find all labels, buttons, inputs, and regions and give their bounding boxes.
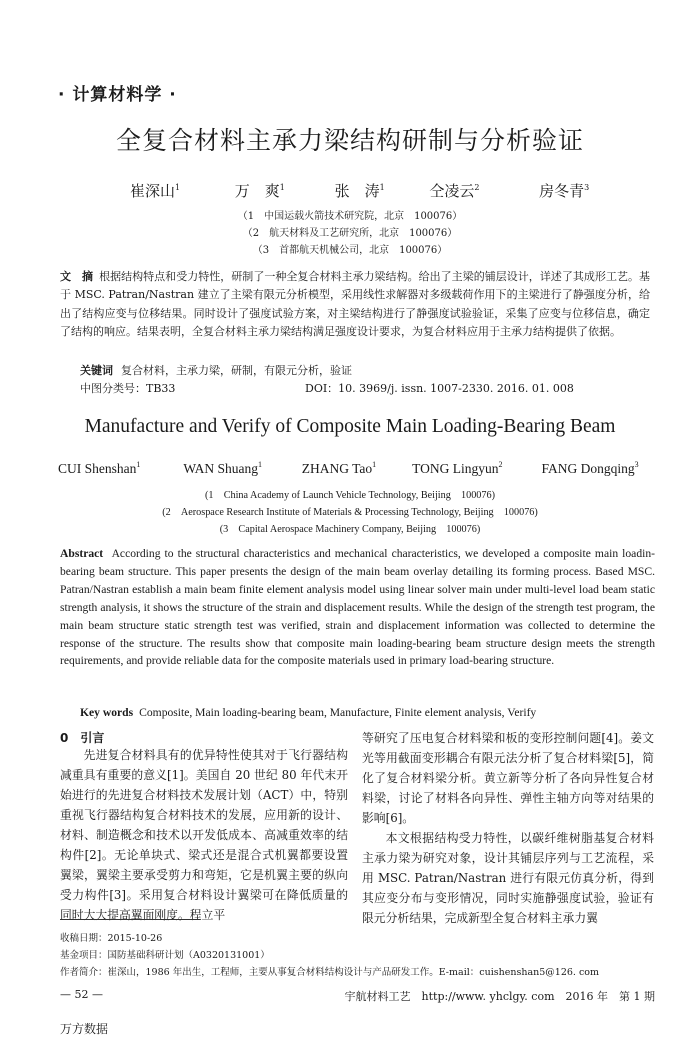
abstract-en-text: According to the structural characteristics and mechanical characteristics, we developed a composite main loadin-bearing beam structure. This paper presents the design of the main beam overlay detailing its forming process. Based MSC. Patran/Nastran establish a main beam finite element analysis model using linear solver main under multi-level load beam static strength analysis, it shows the structure of the strain and displacement results. While the design of the strength test program, the main beam structure static strength test was verified, strain and displacement information was collected to determine the response of the structure. The results show that composite main loading-bearing beam structure design meets the strength requirements, and provide reliable data for the composite materials used in primary load-bearing structure. (60, 547, 655, 668)
intro-paragraph: 先进复合材料具有的优异特性使其对于飞行器结构减重具有重要的意义[1]。美国自 20 世纪 80 年代末开始进行的先进复合材料技术发展计划（ACT）中，特别重视飞行器结构复合材料技术的发展，应用新的设计、材料、制造概念和技术以开发低成本、高减重效率的结构件[2]。无论单块式、梁式还是混合式机翼都要设置翼梁，翼梁主要承受剪力和弯矩，它是机翼主要的纵向受力构件[3]。采用复合材料设计翼梁可在降低质量的同时大大提高翼面刚度。程立平 (60, 748, 348, 922)
affiliation-cn: （2 航天材料及工艺研究所，北京 100076） (242, 228, 458, 239)
keywords-cn (80, 362, 352, 378)
author-cn: 崔深山$^1$ (130, 182, 181, 200)
affiliation-en: (3 Capital Aerospace Machinery Company, Beijing 100076) (219, 524, 481, 535)
abstract-cn-label: 文 摘 (60, 270, 94, 283)
abstract-en-label: Abstract (60, 547, 104, 560)
section-label: · 计算材料学 · (58, 85, 177, 105)
author-en: ZHANG Tao$^1$ (301, 460, 377, 476)
keywords-en-label: Key words (80, 706, 134, 719)
clc-number: 中图分类号：TB33 (80, 382, 176, 395)
footnote-author: 作者简介：崔深山，1986 年出生，工程师，主要从事复合材料结构设计与产品研发工作。E-mail：cuishenshan5@126. com (60, 967, 600, 978)
intro-paragraph: 本文根据结构受力特性，以碳纤维树脂基复合材料主承力梁为研究对象，设计其铺层序列与工艺流程，采用 MSC. Patran/Nastran 进行有限元仿真分析，得到其应变分布与变形情况，同时实施静强度试验，验证有限元分析结果，完成新型全复合材料主承力翼 (362, 831, 654, 925)
doi: DOI：10. 3969/j. issn. 1007-2330. 2016. 01. 008 (305, 382, 574, 395)
keywords-cn-text: 复合材料，主承力梁，研制，有限元分析，验证 (121, 364, 352, 377)
author-cn: 房冬青$^3$ (539, 182, 590, 200)
author-en: WAN Shuang$^1$ (183, 460, 262, 476)
abstract-en (60, 545, 655, 670)
intro-heading: 0 引言 (60, 731, 105, 745)
authors-en (58, 460, 639, 477)
affiliation-cn: （1 中国运载火箭技术研究院，北京 100076） (237, 211, 463, 222)
author-en: FANG Dongqing$^3$ (541, 460, 639, 476)
journal-info: 宇航材料工艺 http://www. yhclgy. com 2016 年 第 1 期 (344, 990, 655, 1003)
author-en: TONG Lingyun$^2$ (412, 460, 503, 476)
keywords-en (80, 706, 536, 719)
abstract-cn-text: 根据结构特点和受力特性，研制了一种全复合材料主承力梁结构。给出了主梁的铺层设计，详述了其成形工艺。基于 MSC. Patran/Nastran 建立了主梁有限元分析模型，采用线性求解器对多级载荷作用下的主梁进行了静强度分析，给出了结构应变与位移结果。同时设计了强度试验方案，对主梁结构进行了静强度试验验证，采集了应变与位移信息，确定了结构的响应。结果表明，全复合材料主承力梁结构满足强度设计要求，为复合材料应用于主承力结构提供了依据。 (60, 270, 651, 338)
page-number: — 52 — (60, 988, 103, 1001)
authors-cn (130, 180, 589, 201)
abstract-cn (60, 268, 650, 341)
affiliation-en: (1 China Academy of Launch Vehicle Technology, Beijing 100076) (205, 490, 495, 501)
title-cn: 全复合材料主承力梁结构研制与分析验证 (115, 126, 584, 155)
footnote-received: 收稿日期：2015-10-26 (60, 933, 163, 944)
body-right-column (362, 728, 654, 928)
title-en: Manufacture and Verify of Composite Main Loading-Bearing Beam (84, 416, 616, 437)
author-cn: 万 爽$^1$ (234, 182, 285, 200)
footnote-divider (60, 919, 200, 920)
author-cn: 仝凌云$^2$ (429, 182, 480, 200)
author-cn: 张 涛$^1$ (334, 182, 385, 200)
affiliation-cn: （3 首都航天机械公司，北京 100076） (252, 245, 448, 256)
watermark: 万方数据 (60, 1022, 109, 1036)
body-left-column (60, 745, 348, 925)
footnote-fund: 基金项目：国防基础科研计划（A0320131001） (60, 950, 270, 961)
keywords-en-text: Composite, Main loading-bearing beam, Manufacture, Finite element analysis, Verify (139, 706, 537, 719)
keywords-cn-label: 关键词 (80, 364, 113, 377)
author-en: CUI Shenshan$^1$ (58, 460, 141, 476)
affiliation-en: (2 Aerospace Research Institute of Materials & Processing Technology, Beijing 100076) (162, 507, 538, 518)
intro-paragraph: 等研究了压电复合材料梁和板的变形控制问题[4]。姜文光等用截面变形耦合有限元法分析了复合材料梁[5]，简化了复合材料梁分析。黄立新等分析了各向异性复合材料梁，讨论了材料各向异性、弹性主轴方向等对结果的影响[6]。 (362, 731, 654, 825)
